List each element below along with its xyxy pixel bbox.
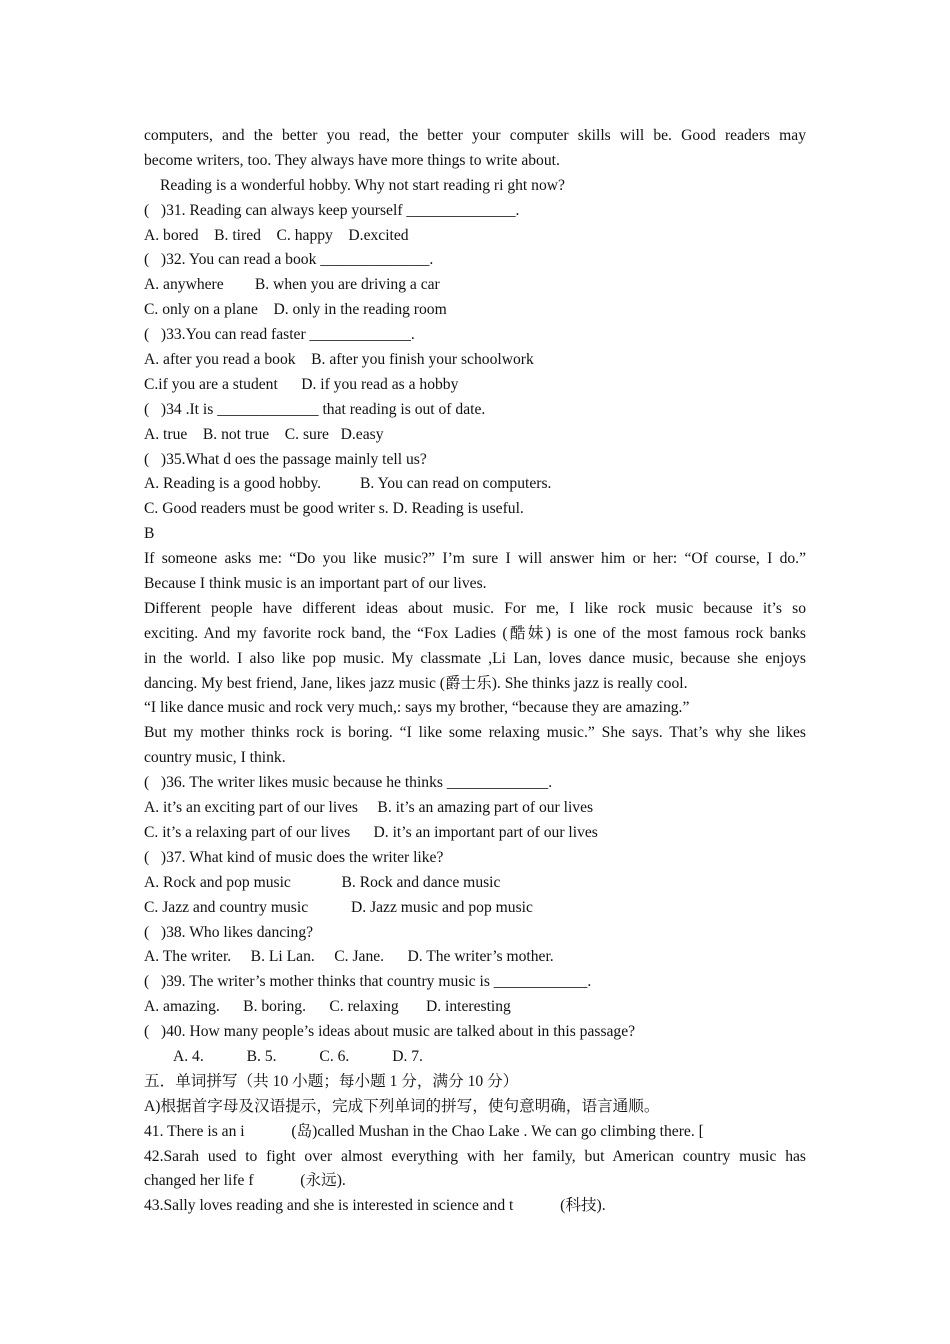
question-32: ( )32. You can read a book ______________. bbox=[144, 251, 434, 269]
question-33: ( )33.You can read faster _____________. bbox=[144, 326, 415, 344]
question-37-options: A. Rock and pop music B. Rock and dance music bbox=[144, 873, 501, 891]
question-40: ( )40. How many people’s ideas about music are talked about in this passage? bbox=[144, 1023, 636, 1041]
question-36-options: C. it’s a relaxing part of our lives D. it’s an important part of our lives bbox=[144, 823, 598, 841]
question-39-options: A. amazing. B. boring. C. relaxing D. interesting bbox=[144, 998, 511, 1016]
question-41: 41. There is an i (岛)called Mushan in the Chao Lake . We can go climbing there. [ bbox=[144, 1122, 704, 1140]
question-32-options: A. anywhere B. when you are driving a car bbox=[144, 276, 440, 294]
question-42-cont: changed her life f (永远). bbox=[144, 1172, 346, 1190]
passage-b-line: But my mother thinks rock is boring. “I like some relaxing music.” She says. That’s why she likes bbox=[144, 724, 806, 742]
passage-b-line: in the world. I also like pop music. My classmate ,Li Lan, loves dance music, because she enjoys bbox=[144, 649, 806, 667]
question-37-options: C. Jazz and country music D. Jazz music and pop music bbox=[144, 898, 533, 916]
exam-page bbox=[144, 124, 806, 1219]
passage-b-line: country music, I think. bbox=[144, 749, 286, 767]
question-35: ( )35.What d oes the passage mainly tell us? bbox=[144, 450, 427, 468]
question-34: ( )34 .It is _____________ that reading is out of date. bbox=[144, 400, 486, 418]
question-36: ( )36. The writer likes music because he thinks _____________. bbox=[144, 774, 553, 792]
question-39: ( )39. The writer’s mother thinks that country music is ____________. bbox=[144, 973, 592, 991]
passage-a-line: computers, and the better you read, the better your computer skills will be. Good readers may bbox=[144, 127, 806, 144]
question-38: ( )38. Who likes dancing? bbox=[144, 923, 314, 941]
question-43: 43.Sally loves reading and she is interested in science and t (科技). bbox=[144, 1197, 606, 1215]
question-35-options: C. Good readers must be good writer s. D. Reading is useful. bbox=[144, 500, 524, 518]
question-31-options: A. bored B. tired C. happy D.excited bbox=[144, 226, 409, 244]
question-33-options: A. after you read a book B. after you finish your schoolwork bbox=[144, 351, 534, 369]
question-37: ( )37. What kind of music does the writer like? bbox=[144, 848, 444, 866]
passage-b-line: If someone asks me: “Do you like music?” I’m sure I will answer him or her: “Of course, I do.” bbox=[144, 550, 806, 568]
passage-b-line: dancing. My best friend, Jane, likes jazz music (爵士乐). She thinks jazz is really cool. bbox=[144, 674, 688, 692]
passage-a-closing: Reading is a wonderful hobby. Why not start reading ri ght now? bbox=[160, 176, 565, 194]
passage-b-line: exciting. And my favorite rock band, the “Fox Ladies (酷妹) is one of the most famous rock banks bbox=[144, 624, 806, 642]
question-38-options: A. The writer. B. Li Lan. C. Jane. D. The writer’s mother. bbox=[144, 948, 554, 966]
question-33-options: C.if you are a student D. if you read as a hobby bbox=[144, 375, 459, 393]
section-5-heading: 五．单词拼写（共 10 小题；每小题 1 分，满分 10 分） bbox=[144, 1072, 519, 1090]
passage-a-line: become writers, too. They always have more things to write about. bbox=[144, 151, 560, 169]
section-5-instruction: A)根据首字母及汉语提示，完成下列单词的拼写，使句意明确，语言通顺。 bbox=[144, 1097, 660, 1115]
question-34-options: A. true B. not true C. sure D.easy bbox=[144, 425, 384, 443]
question-40-options: A. 4. B. 5. C. 6. D. 7. bbox=[173, 1047, 423, 1065]
question-32-options: C. only on a plane D. only in the reading room bbox=[144, 301, 447, 319]
passage-b-line: “I like dance music and rock very much,: says my brother, “because they are amazing.” bbox=[144, 699, 690, 717]
passage-b-label: B bbox=[144, 525, 155, 543]
question-36-options: A. it’s an exciting part of our lives B. it’s an amazing part of our lives bbox=[144, 799, 594, 817]
question-31: ( )31. Reading can always keep yourself ______________. bbox=[144, 201, 520, 219]
question-35-options: A. Reading is a good hobby. B. You can read on computers. bbox=[144, 475, 552, 493]
question-42: 42.Sarah used to fight over almost everything with her family, but American country music has bbox=[144, 1147, 806, 1165]
passage-b-line: Different people have different ideas about music. For me, I like rock music because it’s so bbox=[144, 599, 806, 617]
passage-b-line: Because I think music is an important part of our lives. bbox=[144, 575, 487, 593]
